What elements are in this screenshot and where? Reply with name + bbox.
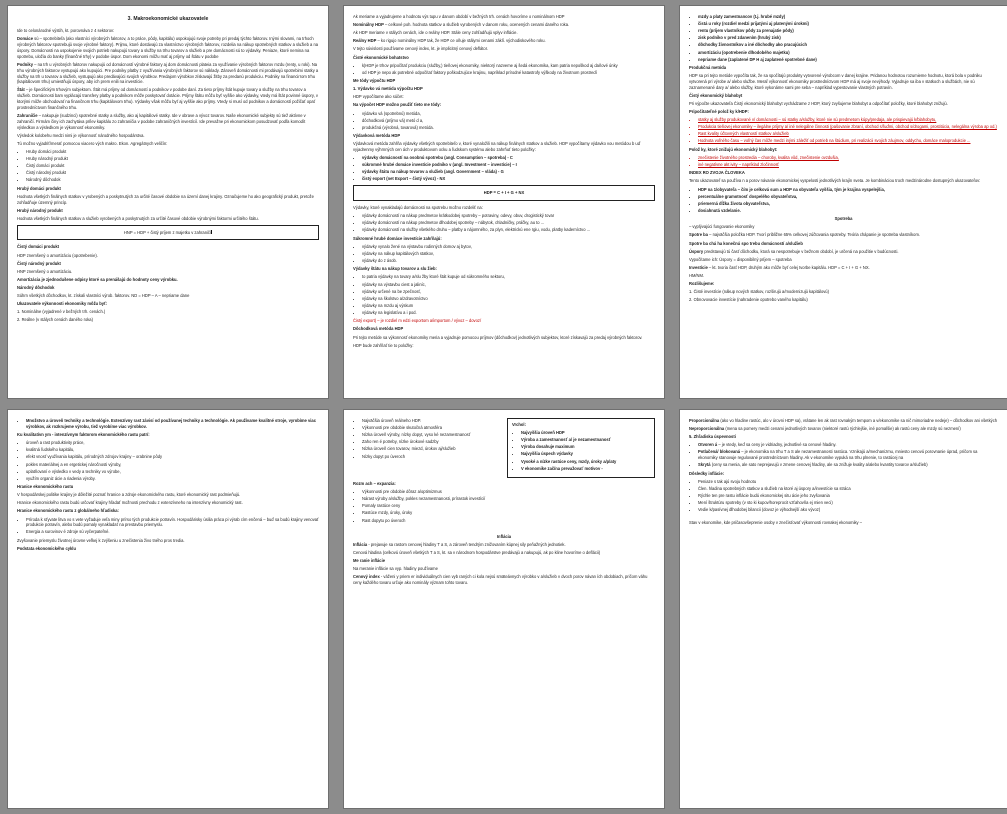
- paragraph: – vyplývajúci fungovanie ekonomiky: [689, 224, 755, 230]
- paragraph: Cenová hladina (celkovú úroveň všetkých T a S, kt. sa v národnom hospodárstve predávajú a nakupujú, ak po kline hovoríme o deflácii): [353, 550, 601, 556]
- list-item: • výdavky domácností na osobnú spotrebu (angl. Consumption – spotreba) - C: [362, 155, 655, 161]
- box-heading: Vrchol:: [512, 422, 526, 427]
- spacer: [353, 526, 655, 534]
- list-item: • Množstvo a úroveň techniky a technológie. Extenzívny rast závisí od používanej techniky a technológie. Ak používame kvalitné stroje, vyrobíme viac výrobkov, ak rozkrujeme výrobu, tiež vyrobíme viac výrobkov.: [26, 418, 319, 430]
- list-item: • výdavky domácností na nákup predmetov dlhodobej spotreby – nábytok, chladničky, práčky, au to ...: [362, 220, 655, 226]
- heading: Polož ky, ktoré znižujú ekonomický blahobyt:: [689, 146, 778, 152]
- list-item: • nepriame dane (zaplatené DP H aj zaplatené spotrebné dane): [698, 57, 998, 63]
- heading: Výdavky štátu na nákup tovarov a slu žieb:: [353, 266, 437, 272]
- formula-text: HNP = HDP + čistý príjem z majetku v zahraničí: [123, 229, 212, 235]
- two-column-block: [353, 418, 655, 481]
- list: [689, 187, 998, 214]
- heading: Dôsledky inflácie:: [689, 470, 724, 476]
- list-item: • amortizáciu (opotrebenie dlhodobého majetku): [698, 50, 998, 56]
- paragraph-lead: Podniky: [17, 61, 33, 67]
- list-item: • Mení štruktúru spotreby (v sto ki kupov/horeprocit vzťahovňa ej mien veci): [698, 500, 998, 506]
- list-item: • produkčná (výrobná, tovarová) metóda.: [362, 125, 655, 131]
- list-item: • Výkonnosti pre obdobie skutočná atmosféra: [362, 425, 501, 431]
- paragraph: [353, 574, 655, 586]
- list: [689, 479, 998, 513]
- text-caret: [211, 230, 212, 234]
- list-item: • výdavky domácností na nákup predmetov krátkodobej spotreby – potraviny, odevy, obuv, drogistický tovar: [362, 213, 655, 219]
- list-item: • Nízka úroveň cien tovarov, miezd, úrokov aj/služieb: [362, 446, 501, 452]
- paragraph: Hranice ekonomického rastu budú určovať krajiny hľadať možnosti prechodu z extenzívneho na intenzívny ekonomický rast.: [17, 500, 243, 506]
- heading: Pripočítateľné polož ky k/HDP:: [689, 109, 749, 115]
- paragraph-text: – ko rigujo nominálny HDP tak, že HDP ce oňuje stálymi cenami záklí. východiskového roku.: [377, 38, 546, 44]
- list-item: • Člen. hladina spotrebných statkov a služieb na ktoré aj úspory a/investície sa stráca: [698, 486, 998, 492]
- list-item: • Rastúce mzdy, úroky, úroky: [362, 510, 655, 516]
- paragraph: [17, 113, 319, 130]
- paragraph: Súhrn všetkých dôchodkov, kt. získali vlastníci výrob. faktorov. ND = HDP – A – nepriame dane: [17, 293, 190, 299]
- paragraph: Ide to celonárodné výstih, kt. porovnáva z 4 sektorov:: [17, 28, 115, 34]
- list-item: • to patria výdavky na tovary a/slu žby ktoré štát kupuje od súkromného sektoru,: [362, 274, 655, 280]
- heading: Produkčná metóda: [689, 64, 727, 70]
- list-item: • priemerná dĺžka života obyvateľstva,: [698, 201, 998, 207]
- list: [17, 418, 319, 430]
- heading: Dôchodková metóda HDP: [353, 326, 404, 332]
- heading: Me ranie inflácie: [353, 558, 386, 564]
- list-item: • Nízka úroveň výroby, nízky dopyt, vyso ké nezamestnanosť: [362, 432, 501, 438]
- list: [353, 111, 655, 131]
- document-page-2: [344, 6, 664, 398]
- document-page-1: [8, 6, 328, 398]
- document-page-6: [680, 410, 1007, 808]
- list-item: • Vysoké a nízke rastúce ceny, mzdy, úroky a/platy: [521, 459, 650, 465]
- list-item: [698, 449, 998, 461]
- list-item: • Výroba a zamestnanosť a/ je nezamestnanosť: [521, 437, 650, 443]
- list-item: • statky aj služby produkované v/ domácnosti – sú statky a/služby, ktoré nie sú predmetom kúpy/predaja, ale prispievajú k/blahobytu,: [698, 117, 998, 123]
- list-item: • výdavky na výstavbu ciest a jaliníc,: [362, 282, 655, 288]
- list-item: • výdavky určené na be zpečnosť,: [362, 289, 655, 295]
- left-column: [353, 418, 501, 481]
- heading: Súkromné hrubé domáce investície zahŕňajú:: [353, 235, 442, 241]
- list: [353, 489, 655, 523]
- list-item: • využím organiz ácie a riadenia výroby.: [26, 476, 319, 482]
- list-item: • výdavky na mzdu aj výskum: [362, 303, 655, 309]
- paragraph-lead: Investície: [689, 264, 708, 270]
- list-item: • Príroda k sťyvate litva vo s vete vyžaduje veľa miny prírso tých produkcie potravín. Hospodárisky úsilia práca pi výrab cím enčená – buď sa budú krajiny venovať produkcie potravín, alebo budú pomaly vynakladať na prestavbu priemyslu.: [26, 517, 319, 529]
- paragraph-lead: Cenový index: [353, 574, 380, 580]
- page-title: 3. Makroekonomické ukazovatele: [127, 16, 209, 22]
- list-item: • dôchodková (príjmo vá) metó d a,: [362, 118, 655, 124]
- list: [353, 155, 655, 182]
- paragraph-text: Tú možno vyjadriť/merať pomocou viacero vých makro. Ekon. Agregátnych veličín:: [17, 140, 168, 146]
- list-item: • dosiahnutá vzdelanie.: [698, 208, 998, 214]
- list-item: • dôchodky živnostníkov a iné dôchodky ako pracujúcich: [698, 42, 998, 48]
- list-item: • Výroba dosahuje maximum: [521, 444, 650, 450]
- list-item: • výdavky na nákup kapitálových statkov,: [362, 251, 655, 257]
- list-item: • kvalitná ľudského kapitálu,: [26, 447, 319, 453]
- heading: Čistý domáci produkt: [17, 244, 60, 250]
- heading: Rozlišujeme:: [689, 281, 715, 287]
- list-item: • Energia a surovinov é zdroje sú vyčerpateľné.: [26, 529, 319, 535]
- paragraph-lead: Spotre ba: [689, 232, 708, 238]
- page-6-body: [689, 418, 998, 525]
- paragraph: Výsledok kolobehu medzi nimi je výkonnosť národného hospodárstva.: [17, 132, 145, 138]
- paragraph: [17, 141, 319, 147]
- heading: Hranice ekonomického rastu: [17, 484, 74, 490]
- list-item: • výdavky do z ásob.: [362, 258, 655, 264]
- paragraph: HDP sa pri tejto metóde vypočíta tak, že sa spočítajú produkty vytvorené výrobcom v danej krajine. Pridanou hodnotou rozumieme hodnotu, ktorá bola v podniku vytvorená pri výrobe a/ alebo službe. Meraľ výkonnosť ekonomiky prostredníctvom HDP má aj svoje nevýhody. Vyjadruje sa iba v statkoch a službách, nie sú zaznamenané dary a/ alebo služby, ktoré vykonáme sami pre seba – napríklad vypestovanie vlastných potravín.: [689, 73, 982, 90]
- paragraph: Hodnota všetkých finálnych statkov v yrobených a poskytnutých za určité časové obdobie na území danej krajiny. Označujeme ho ako geografický produkt, pretože zohľadňuje územný princíp.: [17, 193, 314, 205]
- formula-box: [353, 185, 655, 201]
- paragraph: 2. Obnovovacie investície (nahradenie opotrebo vaného kapitálu): [689, 297, 808, 303]
- paragraph: 1. Čisté investície (nákup nových statkov, rozširujú a/modernizujú kapitálovú): [689, 289, 829, 295]
- paragraph: Vypočítame ich: Úspory = disponibilný príjem – spotreba: [689, 256, 792, 262]
- paragraph-lead: Inflácia: [353, 541, 368, 547]
- heading: Me tódy výpočtu HDP: [353, 78, 396, 84]
- paragraph: [689, 265, 998, 271]
- list-item: • čistá u roky (rozdiel medzi prijatými aj platenými úrokmi): [698, 21, 998, 27]
- heading: Hrubý domáci produkt: [17, 185, 61, 191]
- list-item: • Hodnota voľného času – voľný čas môže medzi inými záležiť od potrieb na štúdium, pri realizácii svojich záujmov, oddychu, domáce maloprodukcie ...: [698, 138, 998, 144]
- document-page-3: [680, 6, 1007, 398]
- paragraph: [17, 62, 319, 85]
- list-item: • znečistenie životného prostredia – choroby, kvalita vôd, znečistenie ovzdušia,: [698, 155, 998, 161]
- page-4-body: [17, 418, 319, 552]
- paragraph: [353, 22, 655, 28]
- list-item: • Hruby domáci produkt: [26, 149, 319, 155]
- list: [689, 14, 998, 62]
- list-item: • iné negatívne akt ivity – napríklad zločinnosť: [698, 162, 998, 168]
- heading: Podstata ekonomického cyklu: [17, 545, 76, 551]
- list-item: • výdavko vá (spotrebnú) metóda,: [362, 111, 655, 117]
- heading: Čistý ekonomický blahobyt: [689, 92, 743, 98]
- paragraph: 2. Reálne (v stálych cenách daného roka): [17, 317, 93, 323]
- list-item: • mzdy a platy zamestnancov (t.j. hrubé mzdy): [698, 14, 998, 20]
- paragraph: Čistý export) – je rozdiel m edzi exportom a/importom / vývoz – dovoz/: [353, 318, 482, 324]
- page-5-body: [353, 418, 655, 586]
- list-item: • Najvyššia úspech výdavky: [521, 451, 650, 457]
- paragraph: Výdavky, ktoré vynakladajú domácnosti na spotrebu možno rozdeliť na:: [353, 205, 483, 211]
- paragraph: [353, 46, 655, 52]
- paragraph: V hospodárskej politike krajiny je dôležité poznať hranice a zdroje ekonomického rastu, ktoré ekonomický rast podmieňujú.: [17, 492, 241, 498]
- list-item: • efekt vnosť využívania kapitálu, prírodných zdrojov krajiny – orabnine pôdy: [26, 454, 319, 460]
- paragraph: Na meranie inflácie sa vyp. hladiny používame: [353, 566, 438, 572]
- list-item: • Čistý domáci produkt: [26, 163, 319, 169]
- list-item: [698, 442, 998, 448]
- heading: Čistý národný produkt: [17, 260, 61, 266]
- paragraph: [17, 87, 319, 110]
- list: [17, 440, 319, 481]
- list-item: • rentu (príjem vlastníkov pôdy za prenajatie pôdy): [698, 28, 998, 34]
- list-item: • Rast kvality účtovných vlastností statkov a/služieb: [698, 131, 998, 137]
- heading: Ukazovatele výkonnosti ekonomiky môžu byť:: [17, 301, 108, 307]
- list: [17, 149, 319, 183]
- list-item: • výdavky štátu na nákup tovarov a služieb (angl. Government – vláda) - G: [362, 169, 655, 175]
- list-item: [698, 462, 998, 468]
- paragraph-text: V tejto súvislosti používame cenový index, kt. je implicitný cenový deflátor.: [353, 46, 489, 52]
- paragraph: Ak meriame a vyjadrujeme a hodnotu výs tupu v danom období v bežných trh. cenách hovoríme o nominálnom HDP: [353, 14, 565, 19]
- right-column: [507, 418, 655, 481]
- list-item: • Vedie k/pasívnej dlhodobej bilancii (dovoz je výhodnejší ako vývoz): [698, 507, 998, 513]
- paragraph-text: - váženi y priem er individuálnych cien vyb raných ci kola nejsú smäteávnych výrobko v a/služieb v dvoch porov návan ích obdobiach, pričom váhu ceny každého tovaru určuje ako nominály význam tohto tovaru.: [353, 574, 648, 586]
- paragraph-lead: Štát: [17, 87, 25, 93]
- list-item: • Produkcia tieňovej ekonomiky – ilegálne príjmy a/ iné nelegálne činnosti (pašovanie zbraní, obchod s/ľuďmi, obchod s/drogami, prostitúcia, nelegálna výroba ap od.): [698, 124, 998, 130]
- paragraph: Tento ukazovateľ sa používa n a porov návanie ekonomickej vyspelosti jednotlivých krajín sveta. Je kombináciou troch medzinárodne dostupných ukazovateľov:: [689, 178, 981, 184]
- paragraph-text: - prejavuje sa rastom cenovej hladiny T a S, a zároveň tendrým znižovaním kúpnej sily peňažných jednotiek.: [368, 541, 566, 547]
- paragraph: Zvyšovanie priemyslu životnej úrovne veľkej k zvýšeniu u znečistenia živo tného pros tredia.: [17, 537, 185, 543]
- highlight-box: [507, 418, 655, 478]
- page-3-body: [689, 14, 998, 303]
- page-2-body: [353, 14, 655, 348]
- page-1-body: [17, 16, 319, 323]
- heading: Spotre ba chá ha konečnú spo trebu domácností a/služieb: [689, 240, 803, 246]
- paragraph-lead: Proporcionálna: [689, 418, 720, 423]
- paragraph: HDP bude zahŕňať tie to položky:: [353, 342, 414, 348]
- list-item: • Hruby národný produkt: [26, 156, 319, 162]
- list-item: • k)HDP je trhov pripočítať produkciu (služby,) tieňovej ekonomiky, niektorý nazveme aj šedá ekonomika, kam patria nepoškod aj daňové únky: [362, 63, 655, 69]
- paragraph-lead: Nominálny HDP: [353, 22, 384, 28]
- list: [353, 244, 655, 264]
- formula-text: HDP = C + I + G + NX: [483, 190, 525, 196]
- list: [17, 517, 319, 536]
- heading: Národný dôchodok: [17, 284, 55, 290]
- heading: 1. Výdavko vá metóda výpočtu HDP: [353, 86, 423, 92]
- paragraph-lead: Neproporcionálna: [689, 426, 725, 432]
- heading: Spotreba: [834, 216, 853, 222]
- heading: Výdavková metóda HDP: [353, 133, 401, 139]
- heading: Čisté ekonomické bohatstvo: [353, 54, 409, 60]
- paragraph: Pri tejto metóde sa výkonnosť ekonomiky meria a vyjadruje pomocou príjmov (dôchodkov) jednotlivých subjektov, ktoré získavajú za predaj výrobných faktorov.: [353, 334, 643, 340]
- paragraph-text: – najväčšia položka HDP. Tvorí približne 65% celkovej zúčtovania spotreby. Teória chápanie je spotreba vlastníkom.: [709, 232, 921, 238]
- paragraph: HDP vypočítame ako súčet:: [353, 94, 404, 100]
- paragraph-text: – celkové poh. hodnota statkov a služieb vyrobených v danom roku, ocenených cenami daného roka.: [385, 22, 570, 28]
- list-item: • Zaho ren é potreby, nízke úrokové sadzby: [362, 439, 501, 445]
- paragraph-text: – nakupuje (sudzinci) spotrebné statky a služby, ako aj kapitálové statky. Ide v obrave a vývoz tovarov. Naše ekonomické subjekty sú tiež aktívne v zahraničí. Firmám činy ich zachytáva prílev kapitálu zo zahraničia v podobe zahraničných investícií. Ide prevažne pri ekonomickom posudzovať podľa komodít výsledkov a výsledkom je výkonnosť ekonomiky.: [17, 112, 306, 130]
- list: [353, 418, 501, 459]
- list-item-text: – je ekonomika na trhu T a S ale nezamestnanosti rastúca. Vznikajú a/mechanizmu, mniesto cenovú porovnanie úprad, pričom sa ekonomiky stanovuje regulované prostredníctvom hladiny. Ak v ekonomike vypuká na trhu plnenie, to rastúcej na: [698, 449, 978, 461]
- paragraph: [689, 418, 998, 424]
- paragraph-text: (mena sa pomery medzi cenami jednotlivých tovarov (niektoré rastú rýchlejšie, iné pomalšie) ak rastú ceny ale mzdy sú nezmení): [725, 426, 961, 432]
- section-heading: Inflácia: [496, 533, 512, 539]
- paragraph: Ak HDP meriame v stálych cenách, ide o reálny HDP. Stále ceny zohľadňujú vplyv inflácie.: [353, 30, 518, 36]
- paragraph: HM/NM.: [689, 272, 705, 278]
- paragraph: HNP znemšený o amortizáciu.: [17, 268, 73, 274]
- heading: Amortizácia je zjednodušene odpisy ktoré sa prenášajú do hodnoty ceny výrobku.: [17, 276, 178, 282]
- list-item: • od HDP je nepo ak potrebné odpočítať faktory poškodzujúce krajinu, napríklad prírodné katastrofy výškody na životnom prostredí: [362, 70, 655, 76]
- paragraph-text: (ako vo hladine rastúc, alo v úrovni HDP sa), vrátane len ak rast rovnakým tempom a v/ekonomike sa nič mimoriadne nedeje) – dôchodkov ani všetkých: [720, 418, 998, 423]
- paragraph: Hodnota všetkých finálnych statkov a služieb vyrobených a poskytnutých za určité časové obdobie výrobnými faktormi určitého štátu.: [17, 215, 259, 221]
- heading: Ku kvalitatívn ym - intenzívnym faktorom ekonomického rastu patrí:: [17, 432, 150, 438]
- paragraph: 1. Nominálne (vyjadrené v bežných trh. cenách.): [17, 309, 106, 315]
- paragraph: [17, 36, 319, 59]
- list: [353, 274, 655, 315]
- paragraph-text: – na trh u výrobných faktorov nakupujú od domácností výrobné faktory aj dom domácnosti plateia za využívanie výrobných faktorov mzdu (renty, u roki). Na trhu výrobných faktorov vystupujú ako kupujúci. Pre podniky platby z využívania výrobných faktorov sú náklady. Zároveň domácnosti mi prodávajú spotrebimi statky a služby na trh u tovarov a služieb, vystupujú ako predávajúci svojich výrobkov. Predajom výrobkov získavajú žitby za predanú produkciu. Podniky na financirrom trhu (kapitálovom trhu) umiestňujú úspory, aby ich prem enili na investície.: [17, 61, 319, 85]
- paragraph-lead: Reálny HDP: [353, 38, 377, 44]
- list-item: • zisk podniko v pred zdanením (hrubý zisk): [698, 35, 998, 41]
- list-item-lead: Potlačená/ blokovaná: [698, 449, 741, 455]
- document-page-5: [344, 410, 664, 808]
- heading: Hranice ekonomického rastu z globálneho hľadiska:: [17, 508, 119, 514]
- list-item: • uplatňovaní e výsledko v vedy a techniky vo výrobe,: [26, 469, 319, 475]
- list-item-text: (ceny sa menia, ale sato neprejavujú v zmene cenovej hladiny, ale sa znižuje kvality a/alebo kvantity tovarov a/služieb): [711, 462, 928, 468]
- paragraph: [689, 426, 998, 432]
- paragraph-text: – je špecifickým trhovým subjektom. Štát má príjmy od domácností a podnikov v podobe daní. Za tieto príjmy štát kupuje tovary a služby na trhu tovarov a služieb. Domácnosti bam vyplácajú transfery platby a podnikom môže poskytovať dotácie. Príjmy štátu môžu byť vyššie ako výdavky, vtedy má štát povinné úspory, v ktorými môže obchodovať na finančnom trhu (kapitálovom trhu). Výdavky však môžu byť aj vyššie ako príjmy. Vtedy si musí od podnikov a domácností požičať opať prostredníctvom finančného trhu.: [17, 87, 318, 110]
- paragraph: [353, 542, 655, 548]
- list-item: • Výkonnosti pre obdobie dôraz a/optimizmus: [362, 489, 655, 495]
- list-item: • výdavky na školstvo a/zdravotníctvo: [362, 296, 655, 302]
- paragraph-text: predstavujú tú časť dôchodku, ktorá sa nespotrebuje v bežnom období, je určená na použitie v budúcnosti.: [704, 248, 899, 254]
- document-page-4: [8, 410, 328, 808]
- list-item-lead: Skrytá: [698, 462, 711, 468]
- list-item: • Najvyššia úroveň HDP: [521, 430, 650, 436]
- paragraph-lead: Zahraničie: [17, 112, 38, 118]
- formula-box: [17, 225, 319, 241]
- list-item: • Nízky dopyt po úveroch: [362, 454, 501, 460]
- list-item: • čistý export (net Export – čistý vývoz) - NX: [362, 176, 655, 182]
- list-item: • Rast dopytu po úveroch: [362, 518, 655, 524]
- list-item-lead: Otvoren á: [698, 442, 718, 448]
- paragraph: Pri výpočte ukazovateľa Čistý ekonomický blahobyt vychádzame z HDP, ktorý zvyšujeme blahobyt a odpočítať položky, ktoré blahobyt znižujú.: [689, 100, 948, 106]
- list-item: • pokles materiálnej a en ergetickej náročnosti výroby,: [26, 462, 319, 468]
- list: [689, 155, 998, 168]
- list-item: • úroveň a rast produktivity práce,: [26, 440, 319, 446]
- paragraph: HDP znemšený o amortizáciu (opotrebenie).: [17, 252, 98, 258]
- list-item: • Rýchle ten pre rastu inflácie budú ekonomickej situ ácie jeho zvyšovania: [698, 493, 998, 499]
- paragraph: Výdavková metóda zahŕňa výdavky všetkých spotrebiteľo v, ktoré vynaložili na nákup finálnych statkov a služieb. HDP vypočítamy výdavko vou metódou b uď vyjadrenmy výhrnných cen ách v produktovom ocku a ľudskom systému alebo zahrňuť tieto položky:: [353, 141, 641, 152]
- list-item: • výdavky na legislatívu a i pod.: [362, 310, 655, 316]
- list-item: • HDP na 1/obyvateľa – čím je celková sum a HDP na obyvateľa vyššia, tým je krajina vyspelejšia,: [698, 187, 998, 193]
- list: [689, 117, 998, 144]
- paragraph-text: sú – spotrebiteľa (ako vlastníci výrobných faktorov, a to práce, pôdy, kapitálu) uspokojujú svoje potreby pri predaj týchto faktorov. Inými slovami, na trhoch výrobných faktorov spotrebujú svoje výrobné faktory). Prijmu, ktoré dostávajú za vlastníctvo výrobných faktorov, rozdelia na nákup spotrebných statkov a služieb a na úspory. Domácnosti na uspokojenie svojich potrieb nakupujú tovary a služby na trhu tovarov a služieb a pre domácnosti sú to výdavky. Peniaze, ktoré nemina na spotrebu, uložia do banky (finančné trhy) v podobe úspor. Dom ekonomi môžu mať aj príjmy od štátu v podobe: [17, 36, 319, 59]
- list: [353, 213, 655, 233]
- list-item: • percentuálne gramotnosť dospelého obyvateľstva,: [698, 194, 998, 200]
- paragraph: Stav v ekonomike, kde pričasovšeprenie osoby v znečisťovať výkonnosti rovnakej ekonomiky –: [689, 519, 863, 525]
- paragraph-lead: Domáce: [17, 36, 33, 42]
- list-item: • výdavky vynalo žené na výstavbu rodinných domov aj bytov,: [362, 244, 655, 250]
- list-item: • V ekonomike začína prevažovať motívov -: [521, 466, 650, 472]
- list-item: • Peniaze s tak ajú svoju hodnotu: [698, 479, 998, 485]
- paragraph: [689, 232, 998, 238]
- list-item-text: – je vtedy, keď sa ceny je vidriadny, jednotlivé sa cenové hladiny.: [718, 442, 837, 448]
- list-item: • Národný dôchodok: [26, 177, 319, 183]
- heading: Hrubý národný produkt: [17, 207, 63, 213]
- paragraph-lead: Úspory: [689, 248, 704, 254]
- heading: INDEX RO ZVOJA ČLOVEKA: [689, 170, 745, 176]
- paragraph-text: – kt. tvoria časť HDP, druhým ako môže byť celej tvorbe kapitálu. HDP = C + I + G + NX.: [708, 264, 870, 270]
- list: [353, 63, 655, 76]
- paragraph: [689, 249, 998, 255]
- list-item: • Čistý národný produkt: [26, 170, 319, 176]
- heading: 5. Zhľadiska úspevnosti: [689, 434, 736, 440]
- list-item: • Najväčšia úroveň reálneho HDP.: [362, 418, 501, 424]
- heading: Na výpočet HDP možno použiť tieto me tódy:: [353, 102, 442, 108]
- heading: Rozm ach – expanzia:: [353, 480, 396, 486]
- list-item: • súkromné hrubé domáce investície podniko v (angl. Investment – investície) – I: [362, 162, 655, 168]
- list: [689, 442, 998, 468]
- paragraph: [353, 38, 655, 44]
- list: [512, 430, 650, 471]
- list-item: • Nárast výroby a/služby, pokles nezamestnanosti, prírastok investícií: [362, 496, 655, 502]
- list-item: • výdavky domácností na služby všetkého druhu – platby a nájomného, za plyn, elektrickú ene rgiu, vodu, platby kaderníctvo ...: [362, 227, 655, 233]
- list-item: • Pomaly rastúce ceny: [362, 503, 655, 509]
